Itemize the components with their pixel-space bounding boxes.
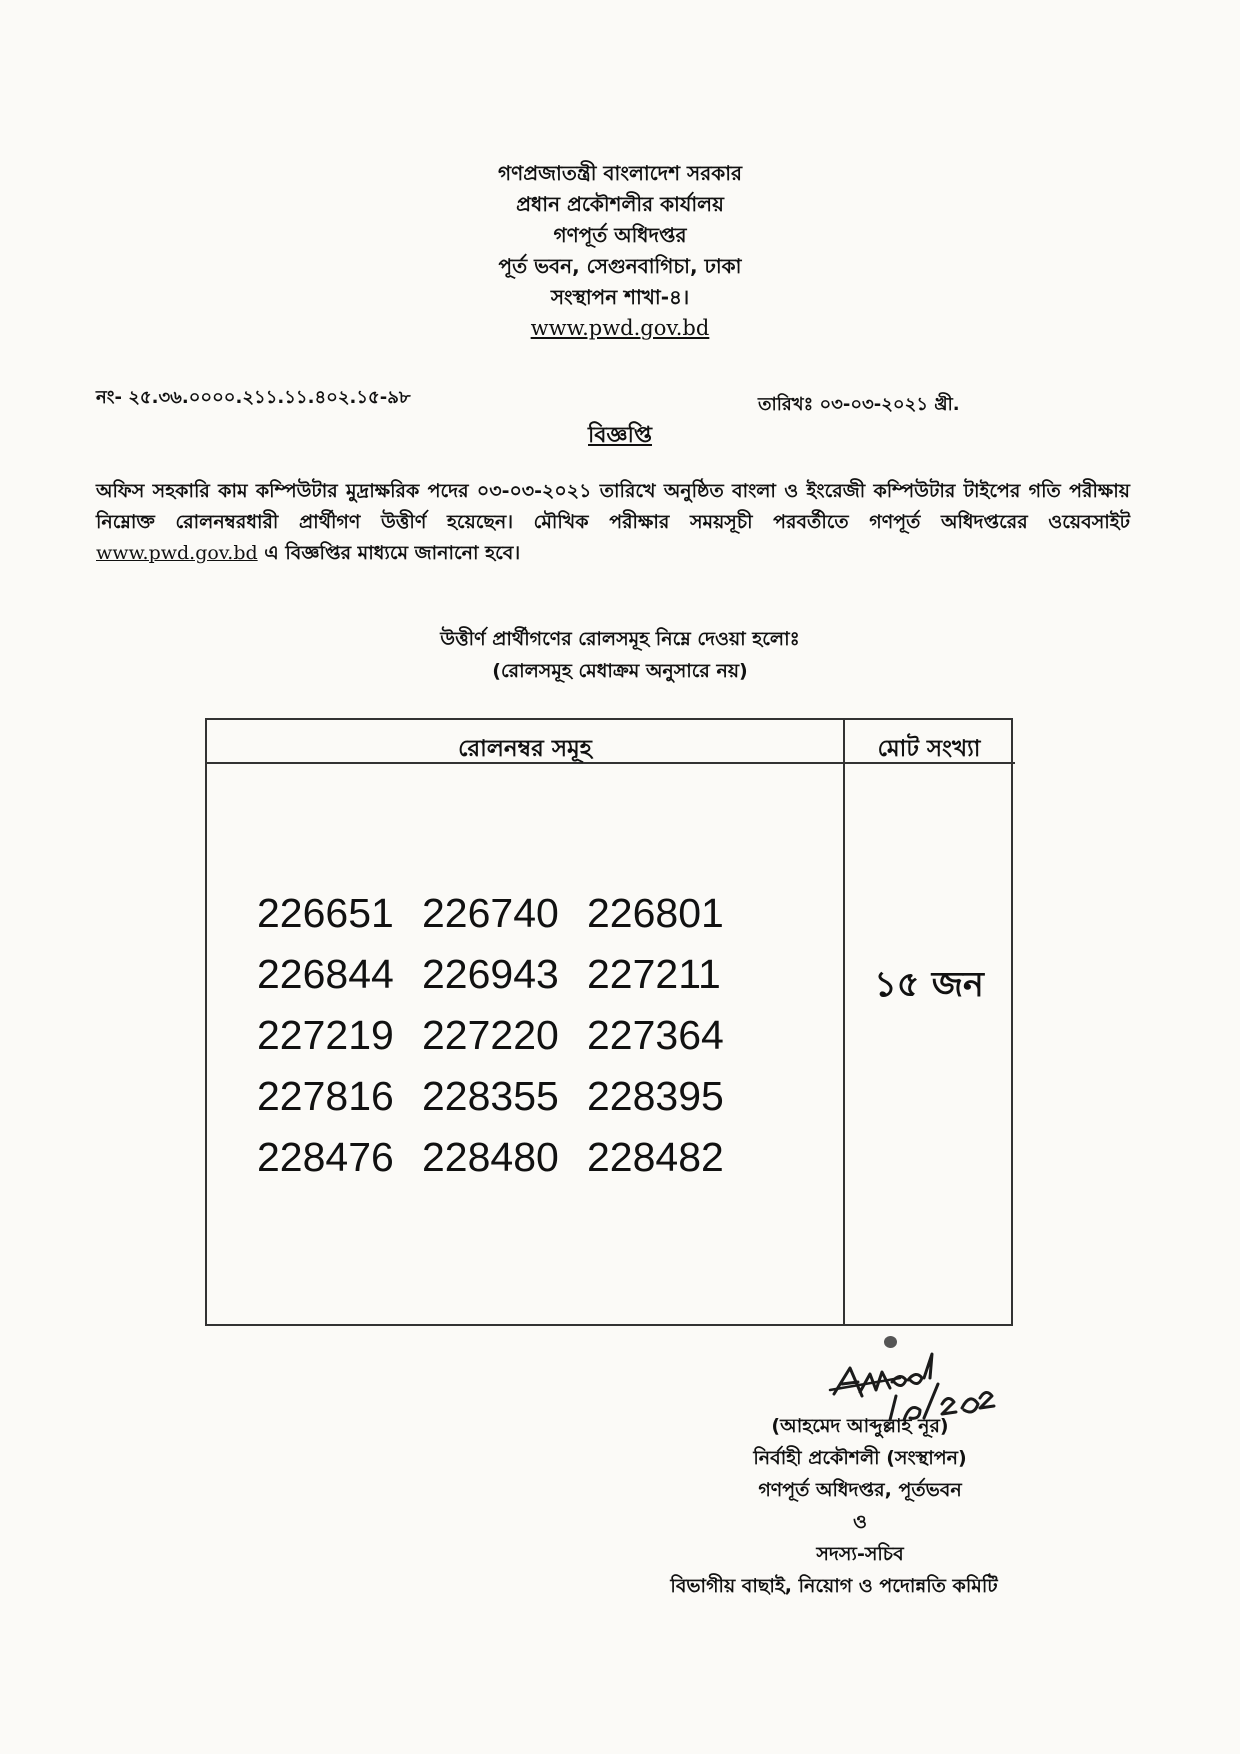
roll-number-list (257, 890, 752, 1181)
roll-number: 227211 (587, 951, 721, 997)
roll-number: 226651 (257, 890, 394, 936)
list-intro-line: উত্তীর্ণ প্রার্থীগণের রোলসমূহ নিম্নে দেওয়া হলোঃ (440, 628, 800, 650)
roll-number: 227364 (587, 1012, 724, 1058)
roll-number: 226943 (422, 951, 559, 997)
signatory-role: সদস্য-সচিব (816, 1543, 904, 1565)
signatory-name: (আহমেদ আব্দুল্লাহ নূর) (771, 1415, 949, 1437)
roll-number: 226844 (257, 951, 394, 997)
signatory-committee: বিভাগীয় বাছাই, নিয়োগ ও পদোন্নতি কমিটি (670, 1575, 998, 1597)
roll-number: 227220 (422, 1012, 559, 1058)
roll-number: 226740 (422, 890, 559, 936)
memo-number: নং- ২৫.৩৬.০০০০.২১১.১১.৪০২.১৫-৯৮ (96, 387, 411, 408)
signatory-designation: নির্বাহী প্রকৌশলী (সংস্থাপন) (753, 1447, 967, 1469)
body-website-link[interactable]: www.pwd.gov.bd (96, 542, 258, 564)
roll-number: 227816 (257, 1073, 394, 1119)
result-table (205, 718, 1013, 1326)
letterhead (0, 158, 1240, 344)
section-name: সংস্থাপন শাখা-৪। (550, 285, 690, 309)
roll-number: 228482 (587, 1134, 724, 1180)
body-text-main: অফিস সহকারি কাম কম্পিউটার মুদ্রাক্ষরিক পদের ০৩-০৩-২০২১ তারিখে অনুষ্ঠিত বাংলা ও ইংরেজী কম্পিউটার টাইপের গতি পরীক্ষায় নিম্নোক্ত রোলনম্বরধারী প্রার্থীগণ উত্তীর্ণ হয়েছেন। মৌখিক পরীক্ষার সময়সূচী পরবর্তীতে গণপূর্ত অধিদপ্তরের ওয়েবসাইট (96, 480, 1130, 533)
table-header-total: মোট সংখ্যা (877, 736, 981, 762)
list-intro (0, 623, 1240, 687)
body-text-end: এ বিজ্ঞপ্তির মাধ্যমে জানানো হবে। (264, 542, 521, 564)
signatory-conjunction: ও (853, 1511, 867, 1533)
roll-number: 228480 (422, 1134, 559, 1180)
notice-body (96, 476, 1130, 569)
roll-number: 226801 (587, 890, 724, 936)
roll-number: 228476 (257, 1134, 394, 1180)
signatory-office: গণপূর্ত অধিদপ্তর, পূর্তভবন (758, 1479, 962, 1501)
office-name: প্রধান প্রকৌশলীর কার্যালয় (516, 192, 724, 216)
notice-title: বিজ্ঞপ্তি (588, 423, 652, 448)
total-count: ১৫ জন (874, 965, 984, 1005)
memo-date: তারিখঃ ০৩-০৩-২০২১ খ্রী. (758, 394, 960, 415)
government-name: গণপ্রজাতন্ত্রী বাংলাদেশ সরকার (498, 161, 742, 185)
list-intro-note: (রোলসমূহ মেধাক্রম অনুসারে নয়) (492, 660, 748, 682)
roll-number: 228395 (587, 1073, 724, 1119)
office-address: পূর্ত ভবন, সেগুনবাগিচা, ঢাকা (498, 254, 742, 278)
website-link[interactable]: www.pwd.gov.bd (530, 316, 710, 340)
table-column-divider (843, 720, 845, 1324)
table-header-roll-numbers: রোলনম্বর সমূহ (458, 736, 592, 762)
roll-number: 227219 (257, 1012, 394, 1058)
signatory-block (660, 1410, 1060, 1602)
department-name: গণপূর্ত অধিদপ্তর (553, 223, 687, 247)
roll-number: 228355 (422, 1073, 559, 1119)
